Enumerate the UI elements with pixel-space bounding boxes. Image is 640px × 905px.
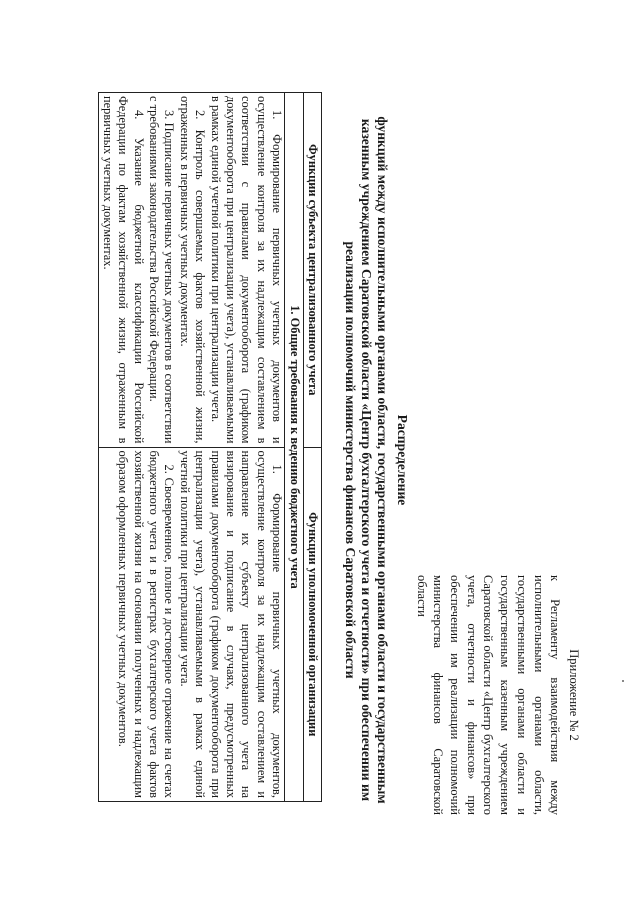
left-item: 2. Контроль совершаемых фактов хозяйственной жизни, отраженных в первичных учетных документах. <box>177 96 208 444</box>
appendix-block <box>413 575 582 815</box>
section-title: 1. Общие требования к ведению бюджетного учета <box>285 93 303 802</box>
left-column-cell <box>99 93 285 448</box>
left-item: 4. Указание бюджетной классификации Российской Федерации по фактам хозяйственной жизни, отраженным в первичных учетных документах. <box>100 96 146 444</box>
table-header-row <box>303 93 321 802</box>
heading-title: Распределение <box>395 414 410 506</box>
table-section-row <box>285 93 303 802</box>
heading-subtitle: функций между исполнительными органами области, государственными органами области и государственным казенным учреждением Саратовской области «Центр бухгалтерского учета и отчетности» при обеспечении им реализации полномочий министерства финансов Саратовской области <box>343 116 390 804</box>
functions-table <box>98 92 322 802</box>
document-heading <box>342 110 410 810</box>
appendix-text: к Регламенту взаимодействия между исполнительными органами области, государственными органами области и государственным казенным учреждением Саратовской области «Центр бухгалтерского учета, отчетности и финансов» при обеспечении им реализации полномочий министерства финансов Саратовской области <box>414 575 563 815</box>
right-column-cell <box>99 447 285 802</box>
right-item: 2. Своевременное, полное и достоверное отражение на счетах бюджетного учета и в регистрах бухгалтерского учета фактов хозяйственной жизни на основании полученных и надлежащим образом оформленных первичных учетных документов. <box>116 450 177 798</box>
scan-speck <box>622 680 624 682</box>
header-left: Функции субъекта централизованного учета <box>303 93 321 448</box>
right-item: 1. Формирование первичных учетных документов, осуществление контроля за их надлежащим составлением и направление их субъекту централизованного учета на визирование и подписание в случаях, предусмотренных правилами документооборота (графиком документооборота при централизации учета), устанавливаемыми в рамках единой учетной политики при централизации учета. <box>177 450 285 798</box>
left-item: 1. Формирование первичных учетных документов и осуществление контроля за их надлежащим составлением в соответствии с правилами документооборота (графиком документооборота при централизации учета), устанавливаемыми в рамках единой учетной политики при централизации учета. <box>208 96 285 444</box>
left-item: 3. Подписание первичных учетных документов в соответствии с требованиями законодательства Российской Федерации. <box>146 96 177 444</box>
appendix-title: Приложение № 2 <box>567 649 581 741</box>
header-right: Функции уполномоченной организации <box>303 447 321 802</box>
table-row <box>99 93 285 802</box>
